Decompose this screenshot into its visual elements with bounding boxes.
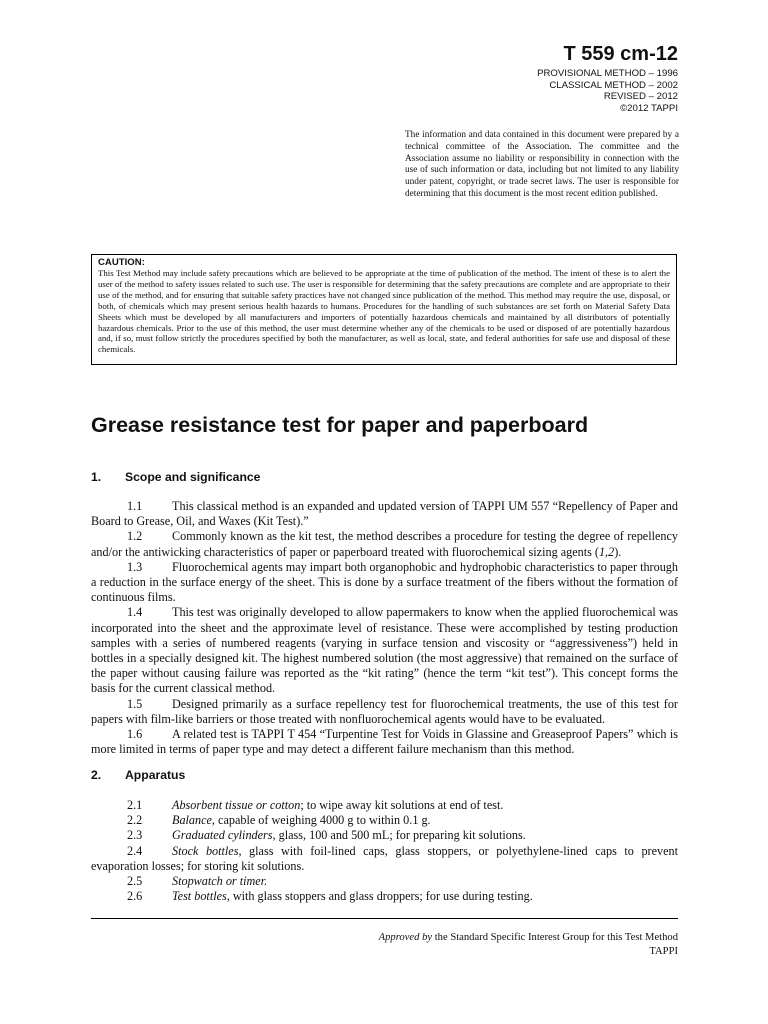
paragraph-number: 1.3 [127, 559, 143, 574]
section-heading-apparatus [91, 768, 185, 783]
item-name: Stock bottles [172, 843, 239, 858]
list-item [91, 798, 678, 813]
item-number: 2.6 [127, 889, 143, 904]
footer-divider [91, 918, 678, 919]
item-text: , glass, 100 and 500 mL; for preparing kit solutions. [272, 828, 526, 843]
item-name: Balance, [172, 813, 215, 828]
paragraph [91, 499, 678, 529]
list-item [91, 844, 678, 874]
document-number: T 559 cm-12 [563, 43, 678, 65]
paragraph [91, 529, 678, 559]
method-history-line: PROVISIONAL METHOD – 1996 [537, 68, 678, 79]
caution-heading: CAUTION: [98, 257, 145, 268]
footer-org: TAPPI [649, 946, 678, 957]
document-title: Grease resistance test for paper and paperboard [91, 413, 589, 437]
caution-box [91, 254, 677, 365]
paragraph-number: 1.6 [127, 727, 143, 742]
paragraph-number: 1.2 [127, 529, 143, 544]
item-text: , with glass stoppers and glass droppers; for use during testing. [226, 889, 533, 904]
paragraph [91, 560, 678, 606]
method-history [537, 68, 678, 114]
method-history-line: REVISED – 2012 [603, 91, 678, 103]
section-title: Scope and significance [125, 470, 261, 484]
item-name: Graduated cylinders [172, 828, 273, 843]
item-name: Absorbent tissue or cotton [172, 798, 301, 812]
section-number: 1. [91, 470, 102, 484]
list-item [91, 889, 678, 904]
list-item [91, 874, 678, 889]
paragraph-text: This test was originally developed to allow papermakers to know when the applied fluorochemical was incorporated into the sheet and the approximate level of resistance. These were accomplished by testing production samples with a series of numbered reagents (varying in surface tension and viscosity or “aggressiveness”) held in bottles in a specially designed kit. The highest numbered solution (the most aggressive) that remained on the surface of the paper without causing failure was reported as the “kit rating” (hence the term “kit test”). This concept forms the basis for the current classical method. [91, 605, 678, 696]
scope-paragraphs [91, 499, 678, 757]
list-item [91, 828, 678, 843]
list-item [91, 813, 678, 828]
item-number: 2.5 [127, 874, 143, 889]
item-number: 2.2 [127, 813, 143, 828]
paragraph [91, 727, 678, 757]
citation-refs: 1,2 [598, 544, 615, 559]
item-name: Test bottles [172, 889, 227, 904]
paragraph-text: Fluorochemical agents may impart both organophobic and hydrophobic characteristics to paper through a reduction in the surface energy of the sheet. This is done by a surface treatment of the fibers without the formation of continuous films. [91, 559, 678, 605]
copyright-line: ©2012 TAPPI [620, 102, 678, 114]
item-text: ; to wipe away kit solutions at end of test. [300, 798, 504, 812]
item-text: capable of weighing 4000 g to within 0.1 g. [214, 813, 431, 828]
caution-text: This Test Method may include safety precautions which are believed to be appropriate at the time of publication of the method. The intent of these is to alert the user of the method to safety issues related to such use. The user is responsible for determining that the safety precautions are complete and are appropriate to their use of the method, and for ensuring that suitable safety practices have not changed since publication of the method. This method may require the use, disposal, or both, of chemicals which may present serious health hazards to humans. Procedures for the handling of such substances are set forth on Material Safety Data Sheets which must be developed by all manufacturers and importers of potentially hazardous chemicals and maintained by all distributors of potentially hazardous chemicals. Prior to the use of this method, the user must determine whether any of the chemicals to be used or disposed of are potentially hazardous and, if so, must follow strictly the procedures specified by both the manufacturer, as well as local, state, and federal authorities for safe use and disposal of these chemicals. [98, 268, 670, 355]
approval-line [91, 931, 678, 945]
paragraph [91, 697, 678, 727]
paragraph-text: Commonly known as the kit test, the method describes a procedure for testing the degree of repellency and/or the antiwicking characteristics of paper or paperboard treated with fluorochemical sizing agents ( [91, 529, 678, 559]
paragraph-text: A related test is TAPPI T 454 “Turpentine Test for Voids in Glassine and Greaseproof Papers” which is more limited in terms of paper type and may detect a different failure mechanism than this method. [91, 727, 678, 757]
item-number: 2.3 [127, 828, 143, 843]
paragraph-number: 1.5 [127, 696, 143, 711]
item-number: 2.4 [127, 843, 143, 858]
apparatus-list [91, 798, 678, 904]
disclaimer-text: The information and data contained in this document were prepared by a technical committee of the Association. The committee and the Association assume no liability or responsibility in connection with the use of such information or data, including but not limited to any liability under patent, copyright, or trade secret laws. The user is responsible for determining that this document is the most recent edition published. [405, 130, 679, 199]
approval-italic: Approved by [378, 932, 433, 943]
section-title: Apparatus [125, 768, 186, 782]
footer-note [91, 931, 678, 959]
paragraph-number: 1.4 [127, 605, 143, 620]
paragraph-text: This classical method is an expanded and updated version of TAPPI UM 557 “Repellency of Paper and Board to Grease, Oil, and Waxes (Kit Test).” [91, 499, 678, 529]
paragraph-number: 1.1 [127, 499, 143, 513]
section-number: 2. [91, 768, 102, 782]
item-text: , glass with foil-lined caps, glass stoppers, or polyethylene-lined caps to prevent evaporation losses; for storing kit solutions. [91, 843, 678, 873]
method-history-line: CLASSICAL METHOD – 2002 [549, 79, 678, 91]
item-name: Stopwatch or timer. [172, 874, 268, 889]
approval-text: the Standard Specific Interest Group for this Test Method [432, 932, 678, 943]
paragraph-text: ). [614, 544, 622, 559]
paragraph-text: Designed primarily as a surface repellency test for fluorochemical treatments, the use of this test for papers with film-like barriers or those treated with nonfluorochemical agents would have to be evaluated. [91, 696, 678, 726]
item-number: 2.1 [127, 798, 143, 812]
paragraph [91, 605, 678, 696]
section-heading-scope [91, 470, 260, 485]
